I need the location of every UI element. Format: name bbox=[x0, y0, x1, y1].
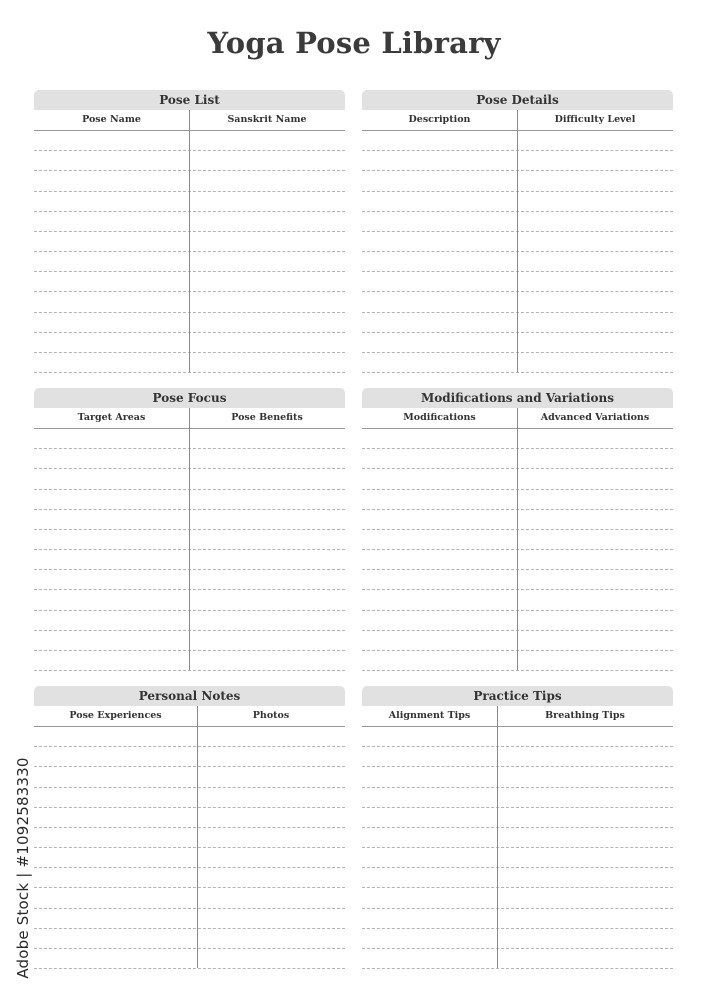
writing-line bbox=[34, 928, 345, 929]
writing-line bbox=[34, 787, 345, 788]
writing-line bbox=[362, 908, 673, 909]
writing-line bbox=[34, 887, 345, 888]
writing-line bbox=[362, 827, 673, 828]
panel-pose-details bbox=[362, 90, 673, 372]
writing-line bbox=[34, 827, 345, 828]
writing-line bbox=[362, 807, 673, 808]
panel-pose-list bbox=[34, 90, 345, 372]
column-header: Description bbox=[408, 114, 471, 125]
panel-pose-focus bbox=[34, 388, 345, 670]
writing-line bbox=[34, 968, 345, 969]
column-divider bbox=[517, 110, 518, 372]
writing-line bbox=[362, 787, 673, 788]
column-header: Pose Benefits bbox=[231, 412, 303, 423]
column-header: Breathing Tips bbox=[545, 710, 625, 721]
column-header: Advanced Variations bbox=[540, 412, 650, 423]
page-title: Yoga Pose Library bbox=[207, 26, 501, 60]
writing-line bbox=[34, 807, 345, 808]
column-header: Pose Experiences bbox=[69, 710, 162, 721]
writing-line bbox=[34, 746, 345, 747]
writing-line bbox=[34, 908, 345, 909]
panel-practice-tips bbox=[362, 686, 673, 968]
column-header: Pose Name bbox=[82, 114, 141, 125]
column-header: Modifications bbox=[403, 412, 476, 423]
writing-line bbox=[362, 746, 673, 747]
writing-line bbox=[362, 670, 673, 671]
writing-line bbox=[362, 928, 673, 929]
writing-line bbox=[34, 847, 345, 848]
column-divider bbox=[497, 706, 498, 968]
panel-title: Practice Tips bbox=[362, 686, 673, 706]
column-header: Sanskrit Name bbox=[227, 114, 307, 125]
header-rule bbox=[362, 726, 673, 727]
column-divider bbox=[189, 110, 190, 372]
column-header: Target Areas bbox=[77, 412, 146, 423]
column-header: Difficulty Level bbox=[554, 114, 636, 125]
panel-title: Pose List bbox=[34, 90, 345, 110]
writing-line bbox=[34, 948, 345, 949]
writing-line bbox=[362, 867, 673, 868]
panel-title: Modifications and Variations bbox=[362, 388, 673, 408]
header-rule bbox=[34, 726, 345, 727]
writing-line bbox=[34, 766, 345, 767]
writing-line bbox=[362, 948, 673, 949]
panel-title: Personal Notes bbox=[34, 686, 345, 706]
panel-title: Pose Details bbox=[362, 90, 673, 110]
writing-line bbox=[362, 372, 673, 373]
column-divider bbox=[197, 706, 198, 968]
panel-personal-notes bbox=[34, 686, 345, 968]
panel-modifications-and-variations bbox=[362, 388, 673, 670]
column-header: Photos bbox=[252, 710, 290, 721]
column-header: Alignment Tips bbox=[388, 710, 471, 721]
writing-line bbox=[34, 867, 345, 868]
panel-title: Pose Focus bbox=[34, 388, 345, 408]
stock-credit-text: Adobe Stock | #1092583330 bbox=[14, 757, 32, 979]
writing-line bbox=[362, 887, 673, 888]
writing-line bbox=[34, 372, 345, 373]
writing-line bbox=[362, 847, 673, 848]
writing-line bbox=[362, 766, 673, 767]
writing-line bbox=[34, 670, 345, 671]
column-divider bbox=[517, 408, 518, 670]
column-divider bbox=[189, 408, 190, 670]
writing-line bbox=[362, 968, 673, 969]
stock-credit bbox=[10, 752, 36, 984]
